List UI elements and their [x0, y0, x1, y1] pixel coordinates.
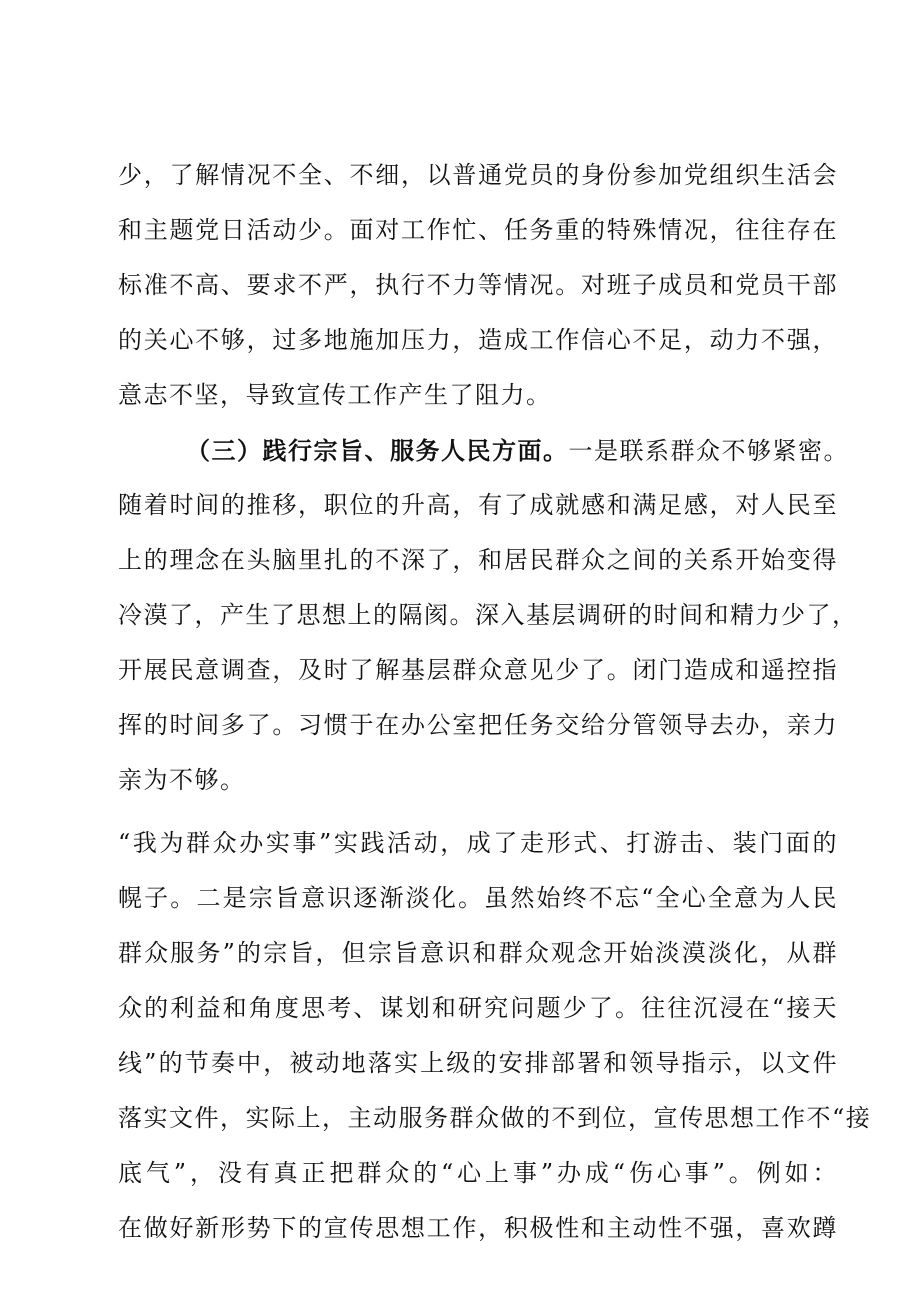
section-heading: （三）践行宗旨、服务人民方面。 — [186, 436, 569, 465]
text-line: 开展民意调查，及时了解基层群众意见少了。闭门造成和遥控指 — [118, 656, 838, 684]
section-heading-line — [186, 423, 849, 478]
section-heading-rest: 一是联系群众不够紧密。 — [568, 437, 849, 465]
text-line: 亲为不够。 — [118, 766, 246, 794]
text-line: 落实文件，实际上，主动服务群众做的不到位，宣传思想工作不“接 — [118, 1104, 872, 1132]
text-line: 在做好新形势下的宣传思想工作，积极性和主动性不强，喜欢蹲 — [118, 1214, 838, 1242]
text-line: 标准不高、要求不严，执行不力等情况。对班子成员和党员干部 — [118, 271, 838, 299]
text-line: 上的理念在头脑里扎的不深了，和居民群众之间的关系开始变得 — [118, 546, 838, 574]
text-line: 意志不坚，导致宣传工作产生了阻力。 — [118, 381, 552, 409]
text-line: “我为群众办实事”实践活动，成了走形式、打游击、装门面的 — [118, 829, 838, 857]
text-line: 线”的节奏中，被动地落实上级的安排部署和领导指示，以文件 — [118, 1049, 838, 1077]
text-line: 的关心不够，过多地施加压力，造成工作信心不足，动力不强， — [118, 326, 838, 354]
text-line: 挥的时间多了。习惯于在办公室把任务交给分管领导去办，亲力 — [118, 711, 838, 739]
text-line: 众的利益和角度思考、谋划和研究问题少了。往往沉浸在“接天 — [118, 994, 838, 1022]
text-line: 群众服务”的宗旨，但宗旨意识和群众观念开始淡漠淡化，从群 — [118, 939, 838, 967]
text-line: 和主题党日活动少。面对工作忙、任务重的特殊情况，往往存在 — [118, 216, 838, 244]
text-line: 幌子。二是宗旨意识逐渐淡化。虽然始终不忘“全心全意为人民 — [118, 884, 838, 912]
text-line: 随着时间的推移，职位的升高，有了成就感和满足感，对人民至 — [118, 491, 838, 519]
text-line: 冷漠了，产生了思想上的隔阂。深入基层调研的时间和精力少了， — [118, 601, 858, 629]
text-line: 少，了解情况不全、不细，以普通党员的身份参加党组织生活会 — [118, 161, 838, 189]
paragraph-gap — [0, 808, 920, 816]
text-line: 底气”，没有真正把群众的“心上事”办成“伤心事”。例如： — [118, 1159, 838, 1187]
